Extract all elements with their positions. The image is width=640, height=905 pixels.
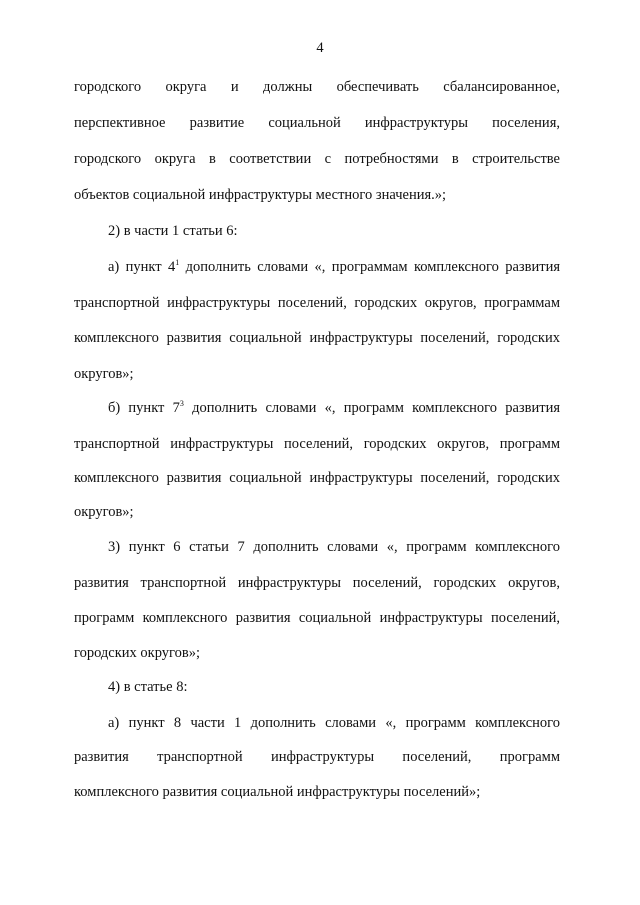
list-item-heading: 2) в части 1 статьи 6: [108, 223, 238, 239]
superscript: 3 [179, 399, 184, 408]
text-line: 3) пункт 6 статьи 7 дополнить словами «, программ комплексного [108, 539, 560, 555]
page-number: 4 [316, 40, 324, 56]
text-fragment: б) пункт 7 [108, 400, 180, 416]
text-fragment: дополнить словами «, программ комплексного развития [183, 400, 561, 416]
text-line: округов»; [74, 504, 134, 520]
text-line: комплексного развития социальной инфраструктуры поселений»; [74, 784, 481, 800]
text-line: перспективное развитие социальной инфраструктуры поселения, [74, 115, 560, 131]
text-line [108, 398, 560, 418]
text-line: объектов социальной инфраструктуры местного значения.»; [74, 187, 447, 203]
text-line: развития транспортной инфраструктуры поселений, городских округов, [74, 575, 560, 591]
text-fragment: а) пункт 4 [108, 259, 176, 275]
text-line: городского округа в соответствии с потребностями в строительстве [74, 151, 560, 167]
text-line: транспортной инфраструктуры поселений, городских округов, программ [74, 436, 560, 452]
text-line: городского округа и должны обеспечивать сбалансированное, [74, 79, 560, 95]
text-line: комплексного развития социальной инфраструктуры поселений, городских [74, 470, 560, 486]
text-line: округов»; [74, 366, 134, 382]
text-line: развития транспортной инфраструктуры поселений, программ [74, 749, 560, 765]
text-line: комплексного развития социальной инфраструктуры поселений, городских [74, 330, 560, 346]
text-line: программ комплексного развития социальной инфраструктуры поселений, [74, 610, 560, 626]
superscript: 1 [175, 258, 180, 267]
text-line: городских округов»; [74, 645, 200, 661]
text-line: а) пункт 8 части 1 дополнить словами «, программ комплексного [108, 715, 560, 731]
text-line [108, 257, 560, 277]
list-item-heading: 4) в статье 8: [108, 679, 188, 695]
text-line: транспортной инфраструктуры поселений, городских округов, программам [74, 295, 560, 311]
text-fragment: дополнить словами «, программам комплексного развития [179, 259, 560, 275]
